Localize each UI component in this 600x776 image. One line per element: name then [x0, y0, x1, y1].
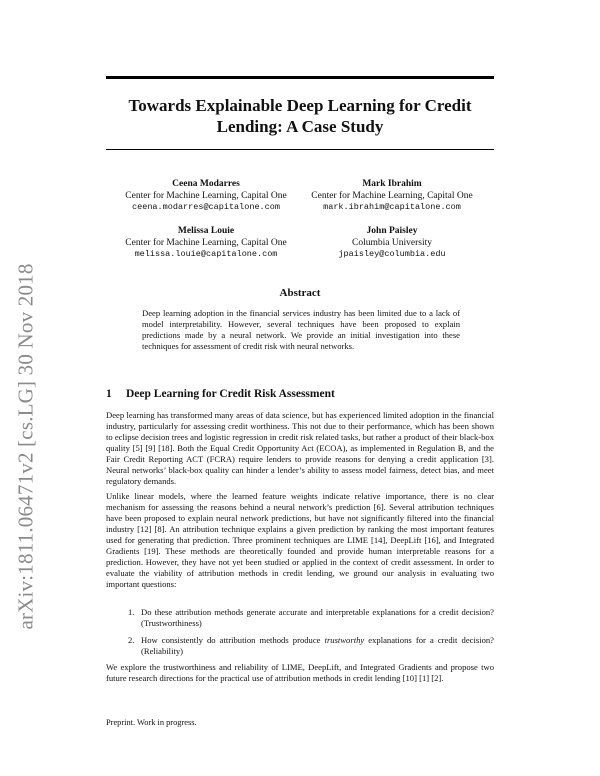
section-heading — [106, 388, 335, 400]
list-item — [106, 607, 494, 629]
list-item-text-before: How consistently do attribution methods produce — [141, 635, 325, 645]
body-paragraph: Unlike linear models, where the learned feature weights indicate relative importance, there is no clear mechanism for assessing the reasons behind a neural network’s prediction [6]. Several attribution techniques have been proposed to explain neural network predictions, but have not significantly filtered into the financial industry [12] [8]. An attribution technique explains a given prediction by ranking the most important features used for generating that prediction. Three prominent techniques are LIME [14], DeepLift [16], and Integrated Gradients [19]. These methods are theoretically founded and provide human interpretable reasons for a prediction. However, they have not yet been studied or applied in the context of credit assessment. In order to evaluate the viability of attribution methods in credit lending, we ground our analysis in evaluating two important questions: — [106, 491, 494, 589]
author-affiliation: Center for Machine Learning, Capital One — [125, 190, 287, 201]
author-name: Ceena Modarres — [172, 179, 240, 189]
title-bottom-rule — [106, 149, 494, 150]
title-top-rule — [106, 76, 494, 79]
author-block — [304, 226, 480, 261]
research-questions-list — [106, 607, 494, 663]
arxiv-stamp — [6, 203, 46, 689]
list-item — [106, 635, 494, 657]
abstract-heading: Abstract — [279, 287, 321, 299]
author-email[interactable]: jpaisley@columbia.edu — [338, 249, 446, 259]
body-paragraph: Deep learning has transformed many areas of data science, but has experienced limited adoption in the financial industry, particularly for assessing credit worthiness. This not due to their performance, which has been shown to eclipse decision trees and logistic regression in credit risk related tasks, but rather a product of their black-box quality [5] [9] [18]. Both the Equal Credit Opportunity Act (ECOA), as implemented in Regulation B, and the Fair Credit Reporting ACT (FCRA) require lenders to provide reasons for denying a credit application [3]. Neural networks’ black-box quality can hinder a lender’s ability to assess model fairness, detect bias, and meet regulatory demands. — [106, 410, 494, 486]
author-email[interactable]: mark.ibrahim@capitalone.com — [323, 202, 461, 212]
list-item-number: 1. — [128, 607, 135, 617]
author-block — [304, 179, 480, 214]
section-number: 1 — [106, 388, 112, 400]
section-title: Deep Learning for Credit Risk Assessment — [126, 388, 335, 400]
list-item-number: 2. — [128, 635, 135, 645]
list-item-emphasis: trustworthy — [324, 635, 365, 645]
author-block — [118, 226, 294, 261]
author-affiliation: Center for Machine Learning, Capital One — [311, 190, 473, 201]
author-block — [118, 179, 294, 214]
author-email[interactable]: melissa.louie@capitalone.com — [134, 249, 278, 259]
list-item-text: Do these attribution methods generate accurate and interpretable explanations for a credit decision? (Trustworthiness) — [141, 607, 494, 628]
body-paragraph: We explore the trustworthiness and reliability of LIME, DeepLift, and Integrated Gradients and propose two future research directions for the practical use of attribution methods in credit lending [10] [1] [2]. — [106, 662, 494, 683]
preprint-footer: Preprint. Work in progress. — [106, 718, 197, 727]
paper-title: Towards Explainable Deep Learning for Credit Lending: A Case Study — [128, 96, 472, 136]
author-email[interactable]: ceena.modarres@capitalone.com — [132, 202, 280, 212]
author-name: John Paisley — [366, 226, 418, 236]
author-name: Melissa Louie — [177, 226, 235, 236]
author-affiliation: Columbia University — [352, 237, 432, 248]
author-affiliation: Center for Machine Learning, Capital One — [125, 237, 287, 248]
arxiv-stamp-text: arXiv:1811.06471v2 [cs.LG] 30 Nov 2018 — [13, 262, 38, 630]
author-name: Mark Ibrahim — [362, 179, 422, 189]
abstract-text: Deep learning adoption in the financial services industry has been limited due to a lack of model interpretability. However, several techniques have been proposed to explain predictions made by a neural network. We provide an initial investigation into these techniques for assessment of credit risk with neural networks. — [142, 308, 460, 351]
list-item-text-after: explanations for a credit decision? (Reliability) — [141, 635, 494, 656]
